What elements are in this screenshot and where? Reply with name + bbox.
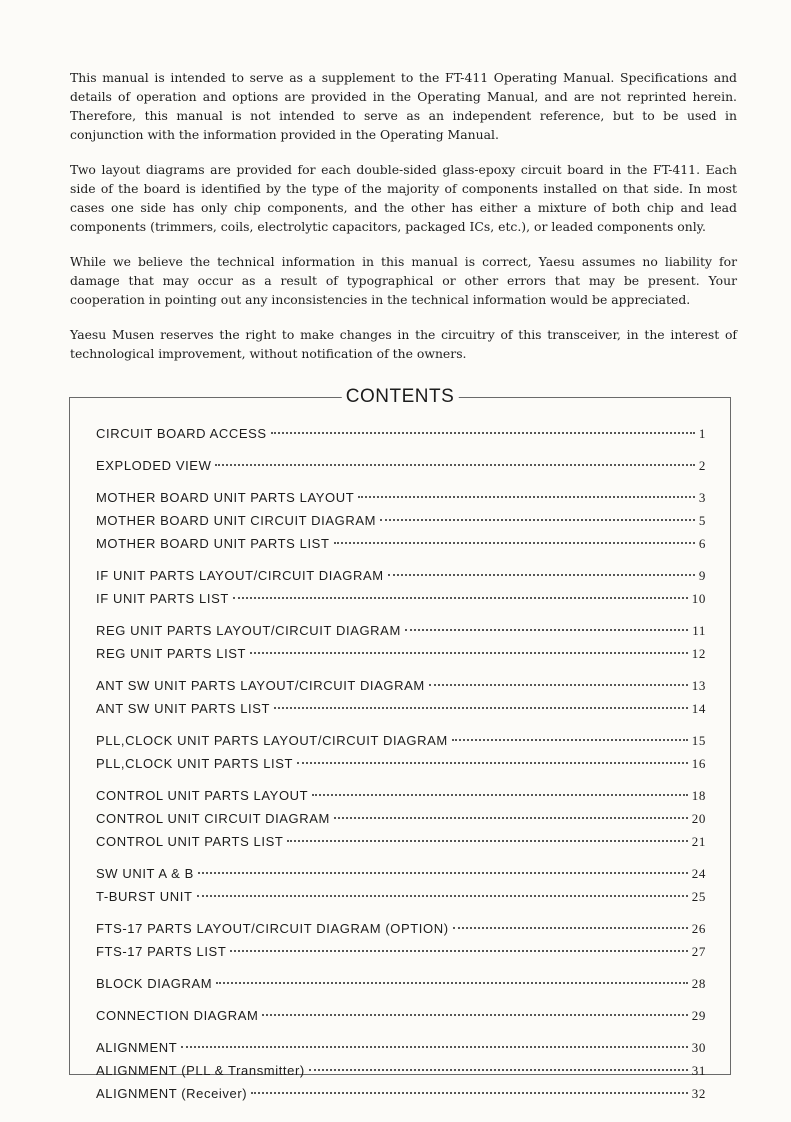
contents-entry-title: CIRCUIT BOARD ACCESS — [96, 426, 267, 441]
dot-leader — [312, 793, 688, 796]
dot-leader — [287, 839, 687, 842]
contents-entry — [96, 486, 706, 509]
contents-entry — [96, 1059, 706, 1082]
contents-entry-page: 2 — [698, 458, 706, 473]
contents-entry — [96, 509, 706, 532]
contents-entry-page: 20 — [691, 811, 706, 826]
contents-entry-title: CONTROL UNIT PARTS LAYOUT — [96, 788, 309, 803]
contents-entry-title: PLL,CLOCK UNIT PARTS LAYOUT/CIRCUIT DIAGRAM — [96, 733, 448, 748]
contents-entry-title: ANT SW UNIT PARTS LIST — [96, 701, 271, 716]
dot-leader — [198, 871, 688, 874]
contents-entry — [96, 674, 706, 697]
intro-text — [70, 68, 737, 379]
dot-leader — [181, 1045, 688, 1048]
contents-entry — [96, 1004, 706, 1027]
contents-entry — [96, 830, 706, 853]
contents-entry-title: T-BURST UNIT — [96, 889, 193, 904]
contents-entry-title: MOTHER BOARD UNIT PARTS LIST — [96, 536, 330, 551]
contents-entry-title: ANT SW UNIT PARTS LAYOUT/CIRCUIT DIAGRAM — [96, 678, 425, 693]
contents-group — [96, 784, 706, 853]
contents-entry-page: 12 — [691, 646, 706, 661]
contents-entry-title: FTS-17 PARTS LIST — [96, 944, 227, 959]
dot-leader — [297, 761, 688, 764]
contents-entry — [96, 729, 706, 752]
contents-entry — [96, 1082, 706, 1105]
contents-group — [96, 862, 706, 908]
contents-group — [96, 972, 706, 995]
contents-entry-page: 27 — [691, 944, 706, 959]
contents-entry — [96, 642, 706, 665]
contents-group — [96, 917, 706, 963]
contents-entry-page: 1 — [698, 426, 706, 441]
contents-entry-page: 29 — [691, 1008, 706, 1023]
contents-group — [96, 729, 706, 775]
contents-entry — [96, 1036, 706, 1059]
contents-entry-page: 6 — [698, 536, 706, 551]
dot-leader — [453, 926, 688, 929]
contents-entry-title: REG UNIT PARTS LAYOUT/CIRCUIT DIAGRAM — [96, 623, 401, 638]
dot-leader — [251, 1091, 688, 1094]
dot-leader — [429, 683, 688, 686]
contents-entry-page: 16 — [691, 756, 706, 771]
contents-group — [96, 1004, 706, 1027]
contents-group — [96, 674, 706, 720]
dot-leader — [358, 495, 695, 498]
contents-entry-title: PLL,CLOCK UNIT PARTS LIST — [96, 756, 294, 771]
contents-entry-page: 21 — [691, 834, 706, 849]
dot-leader — [309, 1068, 688, 1071]
dot-leader — [216, 981, 688, 984]
contents-entry-page: 30 — [691, 1040, 706, 1055]
contents-entry-title: ALIGNMENT (Receiver) — [96, 1086, 248, 1101]
contents-entry-title: REG UNIT PARTS LIST — [96, 646, 247, 661]
contents-entry-title: IF UNIT PARTS LAYOUT/CIRCUIT DIAGRAM — [96, 568, 384, 583]
intro-paragraph: Two layout diagrams are provided for each double-sided glass-epoxy circuit board in the FT-411. Each side of the board is identified by the type of the majority of components installed on that side. In most cases one side has only chip components, and the other has either a mixture of both chip and lead components (trimmers, coils, electrolytic capacitors, packaged ICs, etc.), or leaded components only. — [70, 162, 737, 234]
dot-leader — [233, 596, 688, 599]
dot-leader — [197, 894, 688, 897]
contents-entry-title: EXPLODED VIEW — [96, 458, 212, 473]
dot-leader — [250, 651, 688, 654]
contents-entry-title: IF UNIT PARTS LIST — [96, 591, 229, 606]
contents-group — [96, 1036, 706, 1105]
contents-entry-title: MOTHER BOARD UNIT CIRCUIT DIAGRAM — [96, 513, 377, 528]
contents-entry-page: 11 — [692, 623, 706, 638]
contents-group — [96, 454, 706, 477]
dot-leader — [388, 573, 695, 576]
dot-leader — [215, 463, 694, 466]
contents-group — [96, 486, 706, 555]
contents-entry-title: CONTROL UNIT PARTS LIST — [96, 834, 284, 849]
contents-entry-page: 18 — [691, 788, 706, 803]
dot-leader — [334, 541, 695, 544]
contents-entry — [96, 619, 706, 642]
contents-entry-title: FTS-17 PARTS LAYOUT/CIRCUIT DIAGRAM (OPTION) — [96, 921, 449, 936]
contents-entry-title: ALIGNMENT — [96, 1040, 178, 1055]
contents-entry-page: 31 — [691, 1063, 706, 1078]
contents-entry — [96, 885, 706, 908]
contents-entry-page: 15 — [691, 733, 706, 748]
contents-entry-page: 3 — [698, 490, 706, 505]
dot-leader — [380, 518, 695, 521]
contents-title: CONTENTS — [342, 386, 459, 408]
contents-entry-page: 25 — [691, 889, 706, 904]
contents-entry — [96, 807, 706, 830]
contents-entry-page: 13 — [691, 678, 706, 693]
contents-entry — [96, 564, 706, 587]
contents-group — [96, 564, 706, 610]
contents-entry-page: 14 — [691, 701, 706, 716]
intro-paragraph: This manual is intended to serve as a supplement to the FT-411 Operating Manual. Specifications and details of operation and options are provided in the Operating Manual, and are not reprinted herein. Therefore, this manual is not intended to serve as an independent reference, but to be used in conjunction with the information provided in the Operating Manual. — [70, 70, 737, 142]
contents-entry — [96, 587, 706, 610]
contents-entry-page: 24 — [691, 866, 706, 881]
contents-entry-title: CONTROL UNIT CIRCUIT DIAGRAM — [96, 811, 330, 826]
contents-entry-title: MOTHER BOARD UNIT PARTS LAYOUT — [96, 490, 355, 505]
contents-box — [69, 386, 731, 1101]
contents-entry — [96, 940, 706, 963]
dot-leader — [271, 431, 695, 434]
dot-leader — [405, 628, 688, 631]
contents-entry — [96, 422, 706, 445]
contents-entry-title: SW UNIT A & B — [96, 866, 194, 881]
contents-entry — [96, 697, 706, 720]
dot-leader — [230, 949, 687, 952]
contents-entry-page: 10 — [691, 591, 706, 606]
contents-entry-page: 26 — [691, 921, 706, 936]
contents-entry — [96, 454, 706, 477]
intro-paragraph: While we believe the technical information in this manual is correct, Yaesu assumes no liability for damage that may occur as a result of typographical or other errors that may be present. Your cooperation in pointing out any inconsistencies in the technical information would be appreciated. — [70, 254, 737, 307]
dot-leader — [274, 706, 688, 709]
contents-entry — [96, 752, 706, 775]
contents-group — [96, 422, 706, 445]
dot-leader — [452, 738, 688, 741]
contents-list — [96, 422, 706, 1114]
contents-entry-page: 5 — [698, 513, 706, 528]
contents-entry-title: BLOCK DIAGRAM — [96, 976, 213, 991]
intro-paragraph: Yaesu Musen reserves the right to make changes in the circuitry of this transceiver, in the interest of technological improvement, without notification of the owners. — [70, 327, 737, 361]
contents-entry — [96, 862, 706, 885]
contents-entry-page: 32 — [691, 1086, 706, 1101]
contents-entry-title: CONNECTION DIAGRAM — [96, 1008, 259, 1023]
contents-entry-page: 9 — [698, 568, 706, 583]
contents-entry — [96, 917, 706, 940]
contents-entry — [96, 972, 706, 995]
dot-leader — [334, 816, 688, 819]
contents-entry — [96, 784, 706, 807]
contents-entry-title: ALIGNMENT (PLL & Transmitter) — [96, 1063, 305, 1078]
contents-group — [96, 619, 706, 665]
dot-leader — [262, 1013, 687, 1016]
contents-entry — [96, 532, 706, 555]
contents-entry-page: 28 — [691, 976, 706, 991]
